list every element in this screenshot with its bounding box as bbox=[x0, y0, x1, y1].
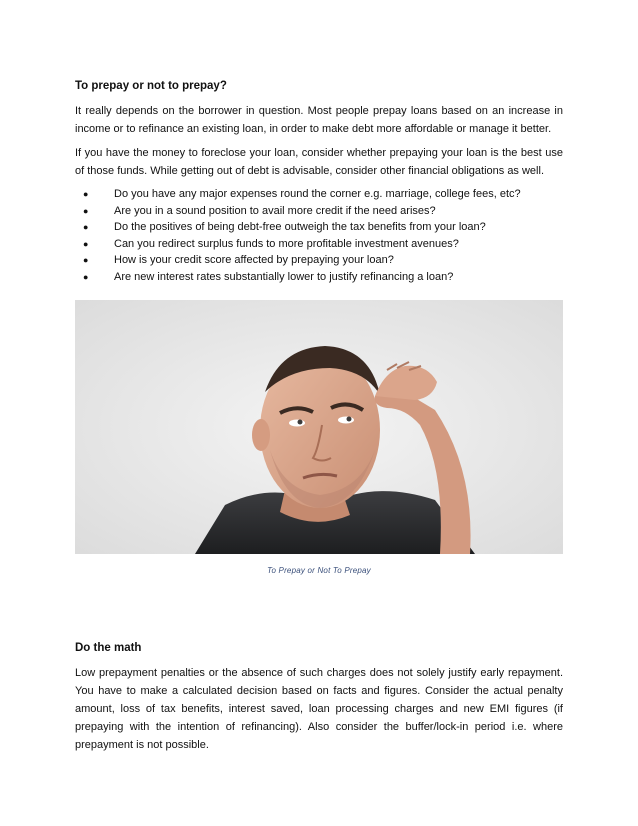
bullet-icon: ● bbox=[83, 222, 89, 232]
list-item-text: How is your credit score affected by prepaying your loan? bbox=[114, 254, 394, 266]
list-item-text: Are you in a sound position to avail more credit if the need arises? bbox=[114, 204, 436, 217]
list-item bbox=[75, 219, 563, 236]
section-heading: Do the math bbox=[75, 642, 142, 654]
list-item-text: Do you have any major expenses round the corner e.g. marriage, college fees, etc? bbox=[114, 188, 521, 200]
paragraph-math: Low prepayment penalties or the absence of such charges does not solely justify early repayment. You have to make a calculated decision based on facts and figures. Consider the actual penalty amount, loss of tax benefits, interest saved, loan processing charges and new EMI figures (if prepaying with the intention of refinancing). Also consider the buffer/lock-in period i.e. where prepayment is not possible. bbox=[75, 667, 563, 751]
list-item-text: Can you redirect surplus funds to more profitable investment avenues? bbox=[114, 237, 459, 250]
list-item bbox=[75, 252, 563, 269]
paragraph-funds: If you have the money to foreclose your loan, consider whether prepaying your loan is the best use of those funds. While getting out of debt is advisable, consider other financial obligations as well. bbox=[75, 147, 563, 177]
section-prepay bbox=[75, 66, 563, 285]
photo-confused-man bbox=[75, 300, 563, 554]
bullet-list bbox=[75, 186, 563, 285]
list-item-text: Are new interest rates substantially lower to justify refinancing a loan? bbox=[114, 270, 454, 283]
section-do-the-math bbox=[75, 628, 563, 760]
bullet-icon: ● bbox=[83, 271, 89, 282]
list-item bbox=[75, 236, 563, 253]
bullet-icon: ● bbox=[83, 238, 89, 249]
figure-caption: To Prepay or Not To Prepay bbox=[267, 566, 371, 575]
list-item bbox=[75, 186, 563, 203]
section-heading: To prepay or not to prepay? bbox=[75, 80, 227, 92]
bullet-icon: ● bbox=[83, 189, 89, 199]
list-item bbox=[75, 203, 563, 220]
list-item bbox=[75, 269, 563, 286]
list-item-text: Do the positives of being debt-free outweigh the tax benefits from your loan? bbox=[114, 221, 486, 233]
paragraph-intro: It really depends on the borrower in question. Most people prepay loans based on an increase in income or to refinance an existing loan, in order to make debt more affordable or manage it better. bbox=[75, 105, 563, 135]
photo-illustration bbox=[75, 300, 563, 554]
bullet-icon: ● bbox=[83, 205, 89, 216]
bullet-icon: ● bbox=[83, 255, 89, 265]
